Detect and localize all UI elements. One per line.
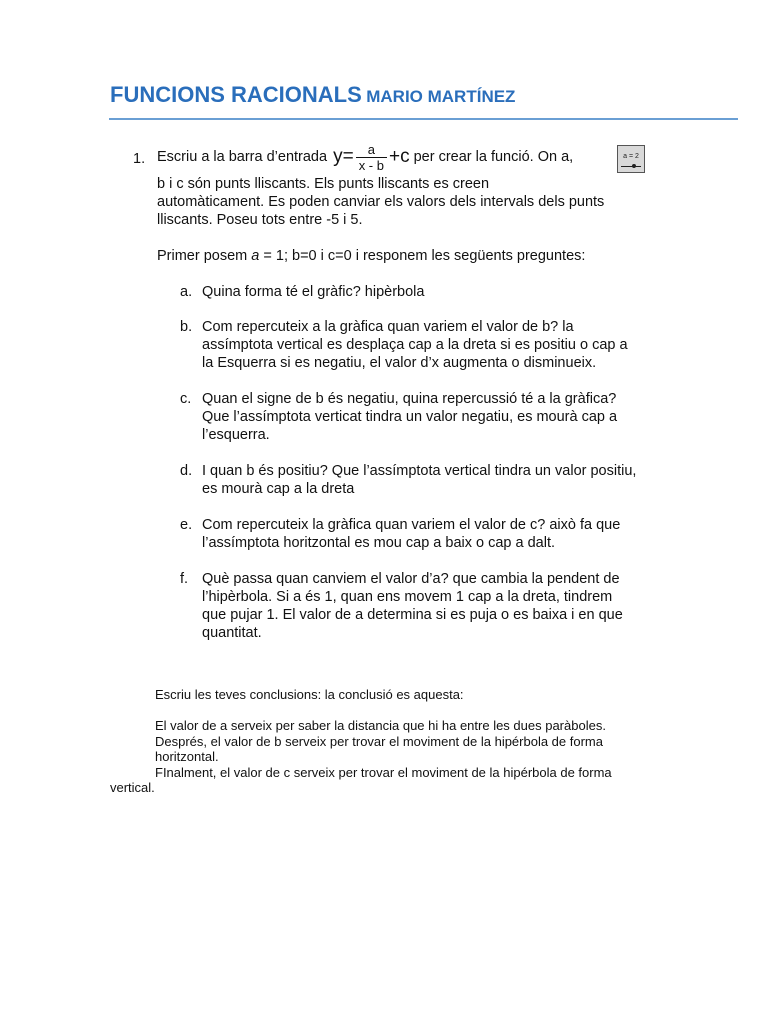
conclusion-line: Després, el valor de b serveix per trovar el moviment de la hipérbola de forma [155,734,603,749]
conclusions-heading: Escriu les teves conclusions: la conclusió es aquesta: [155,687,464,702]
subquestion-letter: e. [180,517,193,533]
conclusion-line: FInalment, el valor de c serveix per trovar el moviment de la hipérbola de forma [155,765,612,780]
subquestion-line: Quina forma té el gràfic? hipèrbola [202,284,425,300]
subquestion-c [180,390,658,444]
title-author: MARIO MARTÍNEZ [366,87,516,106]
subquestion-e [180,516,658,552]
question-1-continuation [157,175,657,229]
subquestion-line: l’assímptota horitzontal es mou cap a baix o cap a dalt. [202,535,556,551]
subquestion-letter: f. [180,571,189,587]
question-1-line: lliscants. Poseu tots entre -5 i 5. [157,212,363,228]
formula-lhs: y= [333,146,354,167]
subquestion-line: es mourà cap a la dreta [202,481,355,497]
subquestion-d [180,462,658,498]
title-main: FUNCIONS RACIONALS [110,82,362,107]
subquestion-line: que pujar 1. El valor de a determina si es puja o es baixa i en que [202,607,623,623]
question-1-first-line [157,140,573,174]
subquestion-line: quantitat. [202,625,262,641]
intro-after-a: = 1; b=0 i c=0 i responem les següents preguntes: [259,248,586,264]
rational-function-formula [333,142,410,173]
formula-numerator: a [367,141,375,157]
formula-fraction [356,142,387,173]
formula-denominator: x - b [356,157,387,173]
subquestion-b [180,318,658,372]
subquestion-line: Quan el signe de b és negatiu, quina repercussió té a la gràfica? [202,391,617,407]
conclusion-line: vertical. [110,780,155,795]
slider-tool-icon [617,145,645,173]
subquestion-letter: c. [180,391,192,407]
subquestion-a [180,283,658,301]
formula-rhs: +c [388,146,410,167]
subquestion-letter: b. [180,319,193,335]
title-divider [109,118,738,120]
question-1-line: automàticament. Es poden canviar els valors dels intervals dels punts [157,194,605,210]
question-1-line: b i c són punts lliscants. Els punts lliscants es creen [157,176,490,192]
subquestion-line: Com repercuteix a la gràfica quan variem el valor de b? la [202,319,574,335]
subquestion-line: Què passa quan canviem el valor d’a? que cambia la pendent de [202,571,620,587]
subquestion-line: Que l’assímptota verticat tindra un valor negatiu, es mourà cap a [202,409,618,425]
document-title [110,82,515,108]
subquestion-f [180,570,658,642]
subquestion-letter: d. [180,463,193,479]
question-1-text-after-formula: per crear la funció. On a, [413,149,574,165]
intro-before-a: Primer posem [157,248,252,264]
subquestion-line: Com repercuteix la gràfica quan variem el valor de c? això fa que [202,517,621,533]
slider-icon-label: a = 2 [623,153,639,160]
slider-icon-track [621,166,641,167]
subquestion-line: assímptota vertical es desplaça cap a la dreta si es positiu o cap a [202,337,628,353]
intro-variable-a: a [251,248,260,264]
question-1-number: 1. [133,151,146,167]
subquestion-line: l’hipèrbola. Si a és 1, quan ens movem 1 cap a la dreta, tindrem [202,589,613,605]
subquestion-line: la Esquerra si es negatiu, el valor d’x augmenta o disminueix. [202,355,597,371]
subquestion-line: l’esquerra. [202,427,270,443]
subquestion-line: I quan b és positiu? Que l’assímptota vertical tindra un valor positiu, [202,463,637,479]
subquestion-letter: a. [180,284,193,300]
question-1-text-before-formula: Escriu a la barra d’entrada [157,149,328,165]
conclusion-line: El valor de a serveix per saber la distancia que hi ha entre les dues paràboles. [155,718,606,733]
conclusion-line: horitzontal. [155,749,219,764]
question-1-intro [157,247,585,265]
slider-icon-knob [632,164,636,168]
